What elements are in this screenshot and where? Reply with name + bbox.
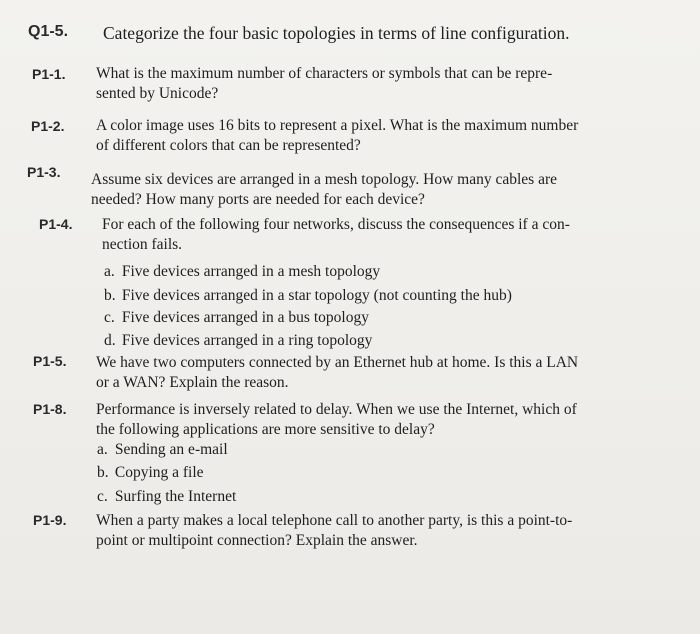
problem-label-p1-8: P1-8.	[33, 401, 67, 417]
problem-line: We have two computers connected by an Ethernet hub at home. Is this a LAN	[96, 354, 579, 371]
problem-label-p1-9: P1-9.	[33, 512, 67, 528]
problem-text-p1-9	[96, 511, 572, 551]
problem-text-p1-3	[91, 170, 557, 210]
list-item-text: Five devices arranged in a star topology (not counting the hub)	[121, 287, 512, 304]
problem-line: point or multipoint connection? Explain the answer.	[96, 532, 418, 549]
problem-line: of different colors that can be represented?	[96, 137, 361, 154]
problem-line: What is the maximum number of characters or symbols that can be repre-	[96, 65, 553, 82]
problem-line: When a party makes a local telephone call to another party, is this a point-to-	[96, 512, 573, 529]
list-item	[104, 262, 380, 282]
problem-label-p1-2: P1-2.	[31, 118, 65, 134]
list-item-text: Five devices arranged in a mesh topology	[121, 263, 381, 280]
problem-text-p1-5	[96, 353, 578, 393]
list-item	[104, 308, 369, 328]
problem-line: sented by Unicode?	[96, 85, 219, 102]
problem-label-p1-3: P1-3.	[27, 164, 61, 180]
problem-label-p1-1: P1-1.	[32, 66, 66, 82]
list-item-text: Surfing the Internet	[114, 488, 237, 505]
problem-line: A color image uses 16 bits to represent a pixel. What is the maximum number	[96, 117, 579, 134]
list-item-text: Five devices arranged in a bus topology	[121, 309, 369, 326]
problem-label-p1-5: P1-5.	[33, 353, 67, 369]
problem-text-p1-1	[96, 64, 552, 104]
list-marker: a.	[97, 441, 108, 458]
problem-line: Assume six devices are arranged in a mesh topology. How many cables are	[91, 171, 557, 188]
list-marker: a.	[104, 263, 115, 280]
list-item	[104, 286, 512, 306]
list-item-text: Five devices arranged in a ring topology	[121, 332, 373, 349]
list-item	[97, 487, 236, 507]
problem-text-p1-2	[96, 116, 578, 156]
problem-line: or a WAN? Explain the reason.	[96, 374, 289, 391]
problem-label-p1-4: P1-4.	[39, 216, 73, 232]
list-marker: b.	[97, 464, 109, 481]
list-marker: b.	[104, 287, 116, 304]
list-item-text: Copying a file	[114, 464, 204, 481]
problem-line: the following applications are more sensitive to delay?	[96, 421, 435, 438]
list-item	[104, 331, 372, 351]
problem-text-p1-4	[102, 215, 570, 255]
list-marker: c.	[97, 488, 108, 505]
list-item	[97, 463, 204, 483]
list-marker: c.	[104, 309, 115, 326]
question-text-q1-5	[103, 22, 570, 44]
problem-line: Performance is inversely related to delay. When we use the Internet, which of	[96, 401, 577, 418]
problem-text-p1-8	[96, 400, 577, 440]
problem-line: nection fails.	[102, 236, 183, 253]
list-item	[97, 440, 228, 460]
problem-line: needed? How many ports are needed for each device?	[91, 191, 425, 208]
problem-line: For each of the following four networks, discuss the consequences if a con-	[102, 216, 570, 233]
list-marker: d.	[104, 332, 116, 349]
question-line: Categorize the four basic topologies in terms of line configuration.	[103, 23, 570, 43]
list-item-text: Sending an e-mail	[114, 441, 228, 458]
question-label-q1-5: Q1-5.	[28, 23, 69, 40]
